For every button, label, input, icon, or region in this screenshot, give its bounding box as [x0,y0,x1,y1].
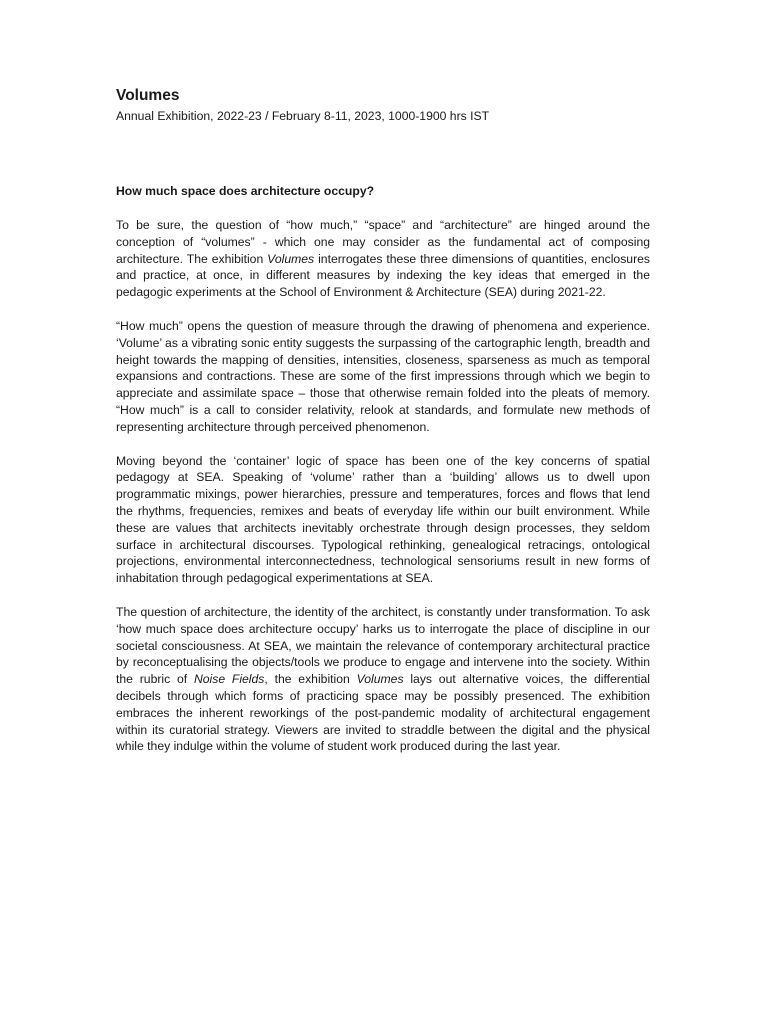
paragraph-1-text-c: interrogates these three dimensions of quantities, enclosures and practice, at once, in different measures by indexing the key ideas that emerged in the pedagogic experiments at the School of Environment & Architecture (SEA) during 2021-22. [116,251,650,300]
paragraph-3: Moving beyond the ‘container’ logic of space has been one of the key concerns of spatial pedagogy at SEA. Speaking of ‘volume’ rather than a ‘building’ allows us to dwell upon programmatic mixings, power hierarchies, pressure and temperatures, forces and flows that lend the rhythms, frequencies, remixes and beats of everyday life within our built environment. While these are values that architects inevitably orchestrate through design processes, they seldom surface in architectural discourses. Typological rethinking, genealogical retracings, ontological projections, environmental interconnectedness, technological sensoriums result in new forms of inhabitation through pedagogical experimentations at SEA. [116,453,650,586]
document-page [116,86,650,755]
paragraph-1-text-a: To be sure, the question of “how much,” “space” and “architecture” are hinged around the conception of “volumes” - which one may consider as the fundamental act of composing architecture. The exhibition [116,218,650,266]
paragraph-4 [116,604,650,755]
document-subtitle: Annual Exhibition, 2022-23 / February 8-11, 2023, 1000-1900 hrs IST [116,109,490,123]
paragraph-1-italic-volumes: Volumes [267,251,315,266]
paragraph-1 [116,217,650,301]
paragraph-2: “How much” opens the question of measure through the drawing of phenomena and experience. ‘Volume’ as a vibrating sonic entity suggests the surpassing of the cartographic length, breadth and height towards the mapping of densities, intensities, closeness, sparseness as much as temporal expansions and contractions. These are some of the first impressions through which we begin to appreciate and assimilate space – those that otherwise remain folded into the pleats of memory. “How much” is a call to consider relativity, relook at standards, and formulate new methods of representing architecture through perceived phenomenon. [116,318,650,434]
paragraph-4-italic-noise-fields: Noise Fields [193,672,265,687]
paragraph-4-text-e: lays out alternative voices, the differential decibels through which forms of practicing space may be possibly presenced. The exhibition embraces the inherent reworkings of the post-pandemic modality of architectural engagement within its curatorial strategy. Viewers are invited to straddle between the digital and the physical while they indulge within the volume of student work produced during the last year. [116,672,651,754]
document-title: Volumes [116,87,180,104]
paragraph-4-text-c: , the exhibition [264,672,357,687]
paragraph-4-italic-volumes: Volumes [356,672,404,687]
section-question: How much space does architecture occupy? [116,184,375,198]
paragraph-4-text-a: The question of architecture, the identity of the architect, is constantly under transformation. To ask ‘how much space does architecture occupy’ harks us to interrogate the place of discipline in our societal consciousness. At SEA, we maintain the relevance of contemporary architectural practice by reconceptualising the objects/tools we produce to engage and intervene into the society. Within the rubric of [116,604,650,687]
